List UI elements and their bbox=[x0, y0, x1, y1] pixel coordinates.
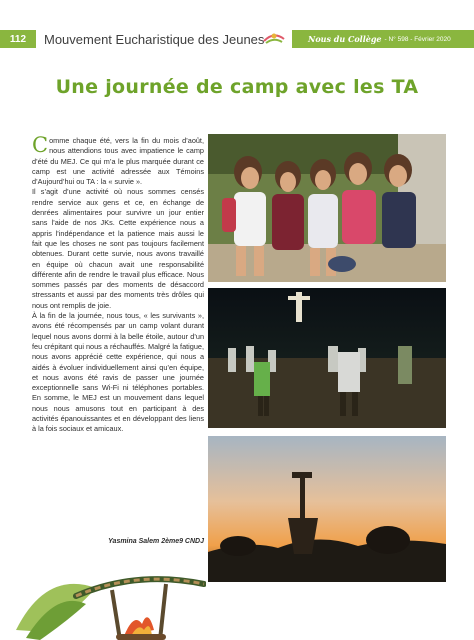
author-signature: Yasmina Salem 2ème9 CNDJ bbox=[108, 538, 204, 545]
issue-info: - N° 598 - Février 2020 bbox=[384, 35, 451, 43]
campfire-illustration bbox=[16, 560, 206, 640]
paragraph-2: Il s’agit d’une activité où nous sommes censés rendre service aux gens et ce, en échange de denrées alimentaires pour survivre un jour entier sans l’aide de nos JKs. Cette expérience nous a appris l’indépendance et la patience mais aussi le fait que les choses ne sont pas toujours facilement obtenues. Durant cette survie, nous avons travaillé en équipe où chacun avait une responsabilité différente afin de rendre le travail plus efficace. Nous sommes passés par des moments de désaccord stressants et aussi par des moments très drôles qui nous ont remplis de joie. bbox=[32, 187, 204, 310]
paragraph-1-text: omme chaque été, vers la fin du mois d’août, nous attendions tous avec impatience le camp d’été du MEJ. Ce qui m’a le plus marquée durant ce camp est une activité adressée aux Témoins d’Aujourd’hui ou TA : la « survie ». bbox=[32, 136, 204, 187]
article-title: Une journée de camp avec les TA bbox=[55, 76, 419, 98]
paragraph-3: À la fin de la journée, nous tous, « les survivants », avons été récompensés par un camp volant durant lequel nous avons dormi à la belle étoile, autour d’un feu crépitant qui nous a réchauffés. Malgré la fatigue, nous avons apprécié cette expérience, qui nous a aidés à évoluer individuellement ainsi qu’en équipe, et nous avons été ravis de passer une journée exceptionnelle sans Wi-Fi ni téléphones portables. En somme, le MEJ est un mouvement dans lequel nous nous amusons tout en participant à des activités épanouissantes et en développant des liens à la fois sociaux et amicaux. bbox=[32, 311, 204, 434]
magazine-name: Nous du Collège bbox=[308, 34, 382, 44]
page-header bbox=[0, 30, 474, 48]
mej-logo-icon bbox=[260, 27, 288, 49]
paragraph-1 bbox=[32, 133, 204, 187]
issue-bar bbox=[292, 30, 474, 48]
group-of-girls-photo bbox=[208, 134, 446, 282]
night-camp-photo bbox=[208, 288, 446, 428]
dropcap: C bbox=[32, 133, 49, 157]
sunset-statue-photo bbox=[208, 436, 446, 582]
section-title: Mouvement Eucharistique des Jeunes bbox=[44, 31, 265, 47]
page-number: 112 bbox=[0, 30, 36, 48]
article-body bbox=[32, 133, 204, 435]
